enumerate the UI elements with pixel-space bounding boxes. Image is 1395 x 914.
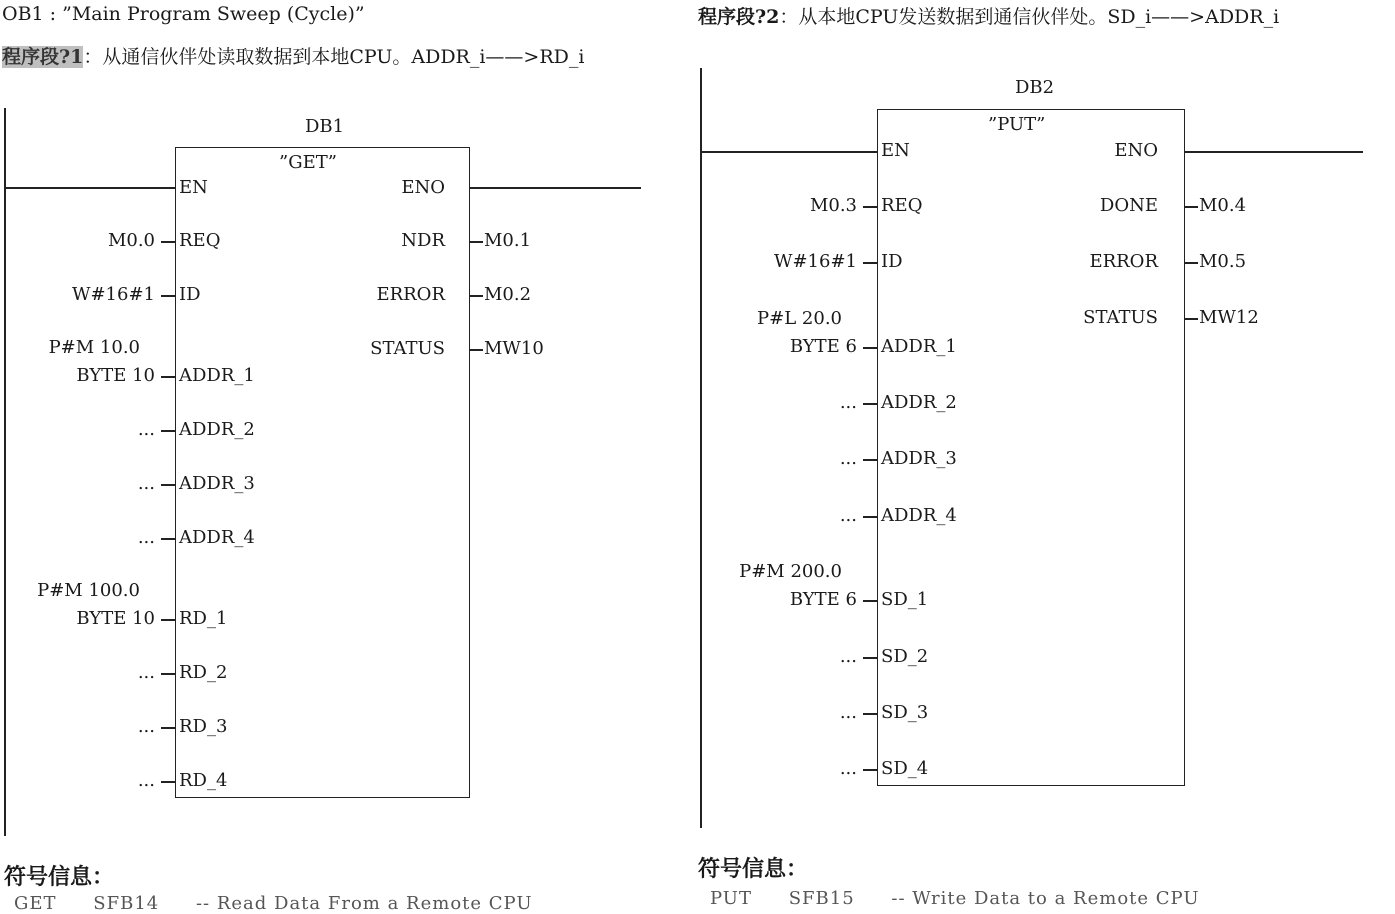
- segment1-header: [2, 42, 584, 69]
- get-input-pin: ADDR_4: [179, 527, 255, 548]
- get-input-pin: ID: [179, 284, 201, 305]
- put-en-pin: EN: [881, 140, 910, 161]
- put-output-wire: [1184, 206, 1198, 208]
- put-output-wire: [1184, 262, 1198, 264]
- put-input-pointer: P#L 20.0: [757, 308, 842, 329]
- get-output-value: M0.2: [484, 284, 532, 305]
- put-input-value: ...: [839, 448, 857, 469]
- symbol-name: PUT: [710, 888, 752, 909]
- put-input-wire: [863, 713, 877, 715]
- put-output-pin: STATUS: [1083, 307, 1158, 328]
- get-output-pin: STATUS: [370, 338, 445, 359]
- symbol-info-row-left: [14, 893, 563, 914]
- get-input-value: ...: [137, 770, 155, 791]
- put-output-value: M0.4: [1199, 195, 1247, 216]
- get-input-pin: RD_4: [179, 770, 228, 791]
- ob1-title: OB1 : ”Main Program Sweep (Cycle)”: [2, 3, 365, 25]
- get-output-value: M0.1: [484, 230, 532, 251]
- put-input-value: BYTE 6: [789, 589, 857, 610]
- get-input-pin: ADDR_2: [179, 419, 255, 440]
- get-block-name: ”GET”: [279, 152, 337, 173]
- get-input-wire: [161, 727, 175, 729]
- get-output-value: MW10: [484, 338, 544, 359]
- get-input-value: ...: [137, 419, 155, 440]
- get-en-wire: [4, 187, 175, 189]
- put-input-pin: SD_4: [881, 758, 929, 779]
- put-input-pin: ADDR_4: [881, 505, 957, 526]
- get-input-value: ...: [137, 473, 155, 494]
- put-input-value: ...: [839, 702, 857, 723]
- put-input-value: ...: [839, 646, 857, 667]
- put-input-wire: [863, 206, 877, 208]
- put-input-pin: ID: [881, 251, 903, 272]
- get-input-wire: [161, 619, 175, 621]
- segment1-description: ：从通信伙伴处读取数据到本地CPU。ADDR_i——>RD_i: [83, 46, 585, 68]
- put-eno-pin: ENO: [1114, 140, 1158, 161]
- put-input-pin: ADDR_3: [881, 448, 957, 469]
- get-input-wire: [161, 430, 175, 432]
- put-output-value: MW12: [1199, 307, 1259, 328]
- get-output-wire: [469, 349, 483, 351]
- get-input-value: M0.0: [107, 230, 155, 251]
- get-input-wire: [161, 376, 175, 378]
- put-input-wire: [863, 657, 877, 659]
- put-input-wire: [863, 459, 877, 461]
- put-output-pin: DONE: [1099, 195, 1158, 216]
- get-input-pin: RD_2: [179, 662, 228, 683]
- get-output-wire: [469, 241, 483, 243]
- symbol-name: GET: [14, 893, 57, 914]
- get-input-value: BYTE 10: [76, 365, 155, 386]
- put-input-wire: [863, 769, 877, 771]
- get-input-value: ...: [137, 662, 155, 683]
- get-input-pin: ADDR_3: [179, 473, 255, 494]
- segment2-header: [698, 2, 1279, 29]
- get-input-wire: [161, 241, 175, 243]
- put-db-label: DB2: [1015, 77, 1055, 98]
- symbol-info-row-right: [710, 888, 1230, 909]
- put-input-pin: SD_2: [881, 646, 929, 667]
- put-output-pin: ERROR: [1089, 251, 1158, 272]
- put-input-value: BYTE 6: [789, 336, 857, 357]
- put-input-pointer: P#M 200.0: [739, 561, 842, 582]
- put-input-wire: [863, 262, 877, 264]
- put-en-wire: [700, 151, 877, 153]
- put-input-wire: [863, 403, 877, 405]
- get-input-wire: [161, 538, 175, 540]
- get-input-pointer: P#M 100.0: [37, 580, 140, 601]
- get-input-pin: RD_3: [179, 716, 228, 737]
- get-input-pin: RD_1: [179, 608, 228, 629]
- put-input-value: M0.3: [809, 195, 857, 216]
- get-input-wire: [161, 781, 175, 783]
- get-eno-pin: ENO: [401, 177, 445, 198]
- get-input-wire: [161, 673, 175, 675]
- segment2-label: 程序段?2: [698, 6, 780, 28]
- put-input-value: ...: [839, 392, 857, 413]
- get-en-pin: EN: [179, 177, 208, 198]
- get-db-label: DB1: [305, 116, 345, 137]
- put-output-wire: [1184, 318, 1198, 320]
- get-input-value: BYTE 10: [76, 608, 155, 629]
- put-input-pin: SD_3: [881, 702, 929, 723]
- symbol-sfb: SFB14: [93, 893, 160, 914]
- segment1-label: 程序段?1: [2, 46, 84, 68]
- put-input-pin: REQ: [881, 195, 923, 216]
- get-output-pin: ERROR: [376, 284, 445, 305]
- get-input-pin: ADDR_1: [179, 365, 255, 386]
- get-input-value: ...: [137, 716, 155, 737]
- put-input-wire: [863, 600, 877, 602]
- get-eno-wire: [469, 187, 641, 189]
- get-input-pointer: P#M 10.0: [48, 337, 140, 358]
- put-input-pin: ADDR_2: [881, 392, 957, 413]
- put-input-wire: [863, 347, 877, 349]
- symbol-description: -- Read Data From a Remote CPU: [195, 893, 533, 914]
- get-input-value: ...: [137, 527, 155, 548]
- get-input-pin: REQ: [179, 230, 221, 251]
- put-input-value: W#16#1: [773, 251, 857, 272]
- segment2-description: ：从本地CPU发送数据到通信伙伴处。SD_i——>ADDR_i: [779, 6, 1280, 28]
- put-block-name: ”PUT”: [988, 114, 1046, 135]
- put-input-pin: ADDR_1: [881, 336, 957, 357]
- get-input-wire: [161, 295, 175, 297]
- put-input-value: ...: [839, 505, 857, 526]
- symbol-info-title-right: 符号信息：: [698, 857, 809, 882]
- symbol-sfb: SFB15: [788, 888, 855, 909]
- put-output-value: M0.5: [1199, 251, 1247, 272]
- get-output-pin: NDR: [401, 230, 445, 251]
- put-eno-wire: [1184, 151, 1363, 153]
- get-input-wire: [161, 484, 175, 486]
- symbol-info-title-left: 符号信息：: [4, 865, 115, 890]
- symbol-description: -- Write Data to a Remote CPU: [891, 888, 1200, 909]
- get-output-wire: [469, 295, 483, 297]
- put-input-value: ...: [839, 758, 857, 779]
- put-input-wire: [863, 516, 877, 518]
- get-input-value: W#16#1: [71, 284, 155, 305]
- put-input-pin: SD_1: [881, 589, 929, 610]
